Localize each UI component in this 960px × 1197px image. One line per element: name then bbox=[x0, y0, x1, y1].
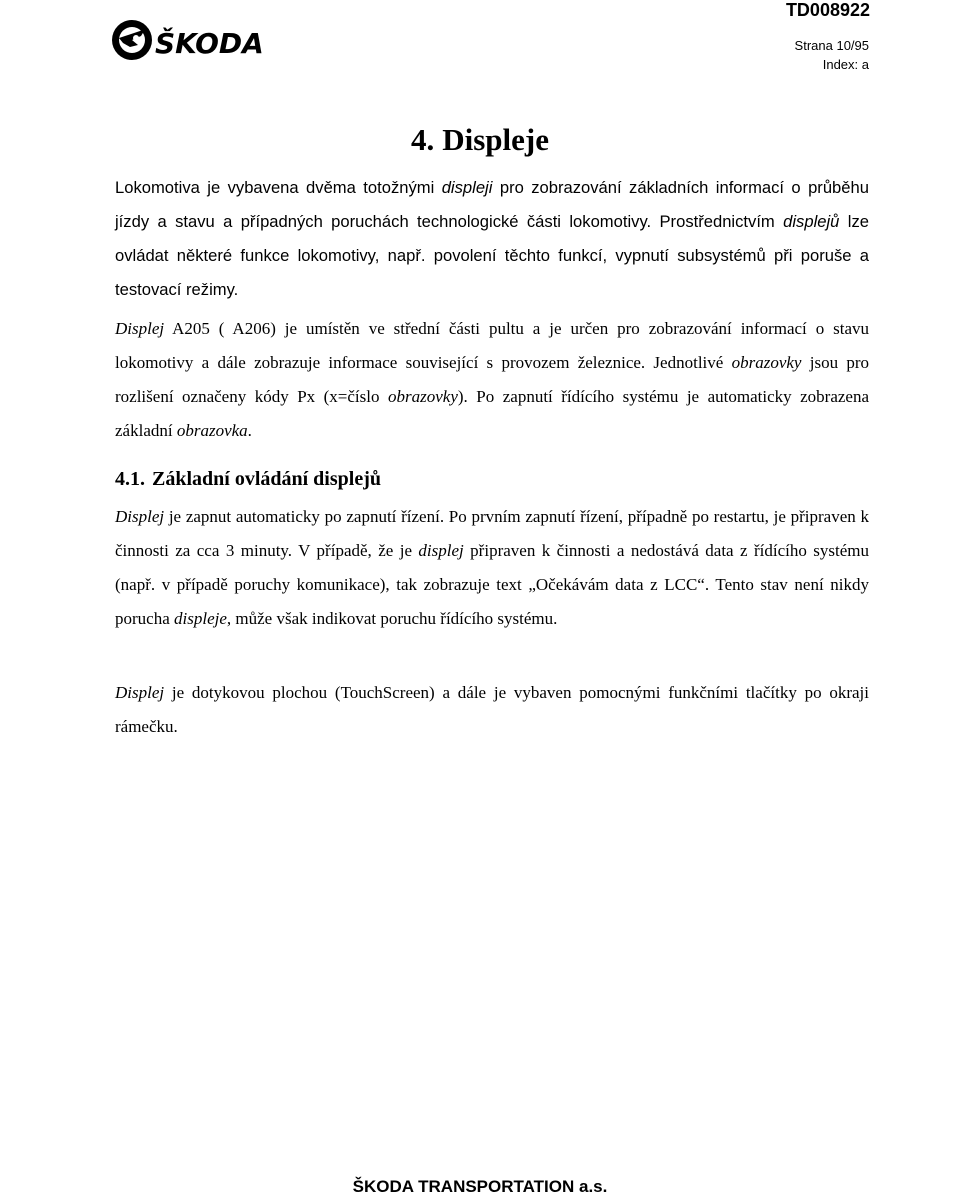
display-description-paragraph: Displej A205 ( A206) je umístěn ve střední části pultu a je určen pro zobrazování informací o stavu lokomotivy a dále zobrazuje informace související s provozem železnice. Jednotlivé obrazovky jsou pro rozlišení označeny kódy Px (x=číslo obrazovky). Po zapnutí řídícího systému je automaticky zobrazena základní obrazovka. bbox=[115, 319, 870, 440]
section-number: 4. bbox=[410, 122, 435, 157]
touchscreen-paragraph: Displej je dotykovou plochou (TouchScreen) a dále je vybaven pomocnými funkčními tlačítky po okraji rámečku. bbox=[115, 683, 869, 736]
logo-wordmark: ŠKODA bbox=[155, 27, 264, 60]
page-number: Strana 10/95 bbox=[794, 38, 869, 53]
basic-control-paragraph: Displej je zapnut automaticky po zapnutí řízení. Po prvním zapnutí řízení, případně po restartu, je připraven k činnosti za cca 3 minuty. V případě, že je displej připraven k činnosti a nedostává data z řídícího systému (např. v případě poruchy komunikace), tak zobrazuje text „Očekávám data z LCC“. Tento stav není nikdy porucha displeje, může však indikovat poruchu řídícího systému. bbox=[115, 507, 870, 628]
document-id: TD008922 bbox=[785, 0, 870, 20]
footer-company: ŠKODA TRANSPORTATION a.s. bbox=[352, 1177, 608, 1196]
section-title: Displeje bbox=[442, 122, 549, 157]
section-heading bbox=[0, 122, 960, 158]
intro-paragraph: Lokomotiva je vybavena dvěma totožnými displeji pro zobrazování základních informací o průběhu jízdy a stavu a případných poruchách technologické části lokomotivy. Prostřednictvím displejů lze ovládat některé funkce lokomotivy, např. povolení těchto funkcí, vypnutí subsystémů při poruše a testovací režimy. bbox=[115, 178, 869, 299]
subsection-number: 4.1. bbox=[115, 468, 145, 490]
index-label: Index: a bbox=[822, 57, 869, 72]
subsection-heading bbox=[115, 468, 381, 491]
skoda-logo bbox=[110, 16, 264, 64]
subsection-title: Základní ovládání displejů bbox=[152, 468, 381, 490]
